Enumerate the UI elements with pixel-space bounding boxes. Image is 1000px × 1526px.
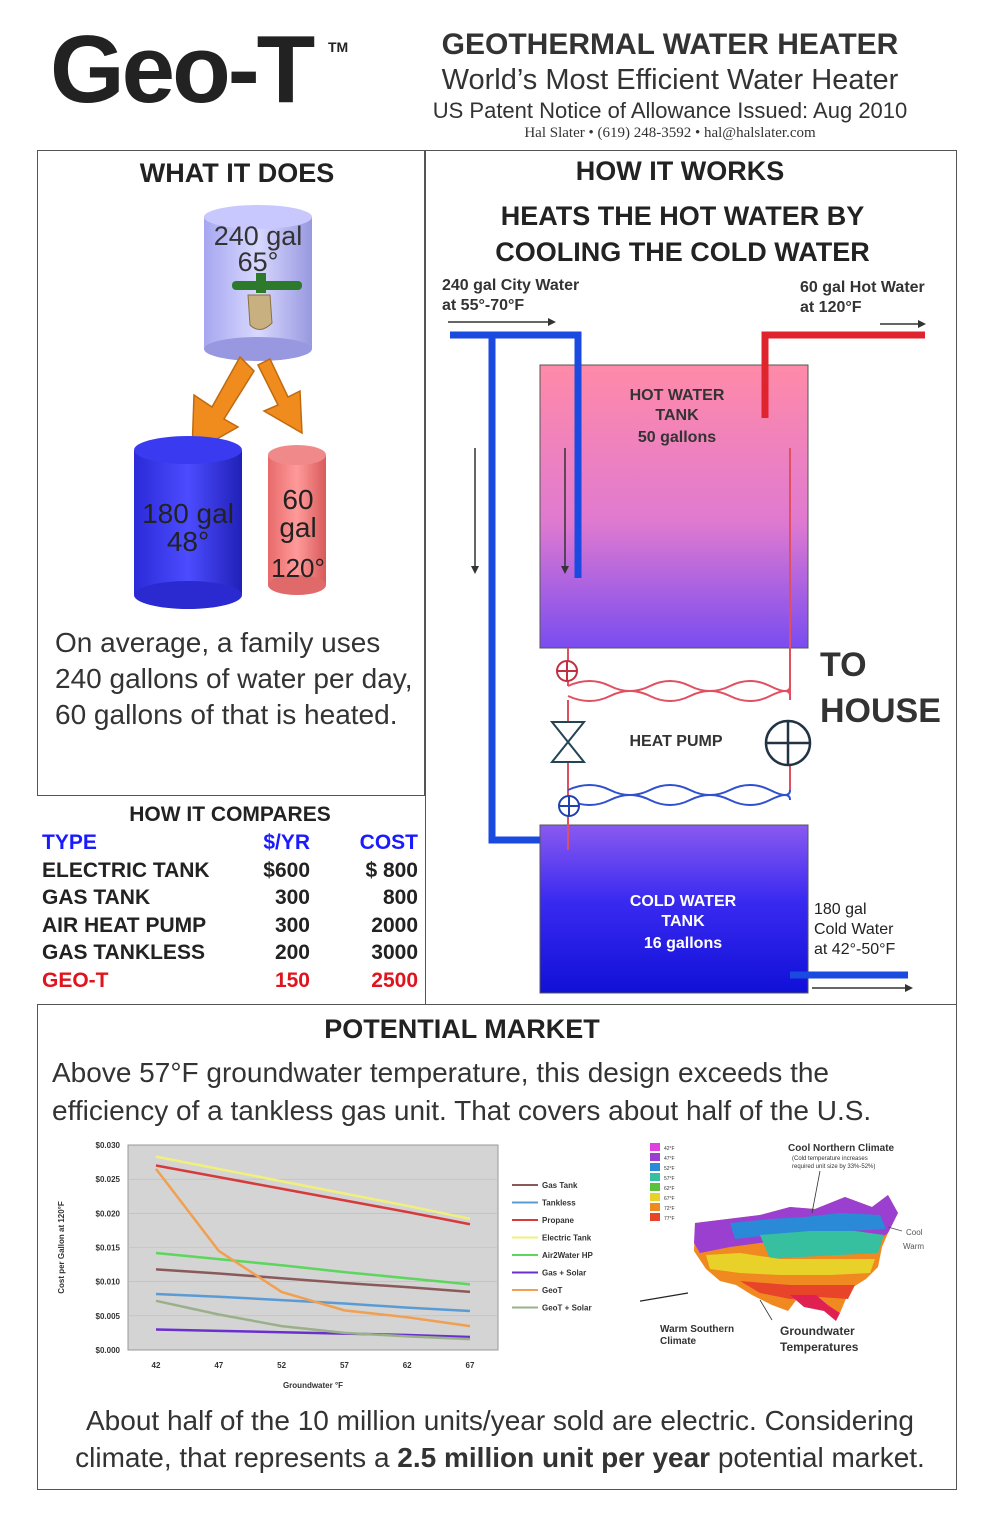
compare-header-row: [42, 831, 422, 859]
compare-cell-cost: 2000: [371, 913, 418, 937]
compare-cell-yr: $600: [263, 858, 310, 882]
legend-color-swatch: [650, 1183, 660, 1191]
logo: Geo-T TM: [50, 16, 349, 123]
market-size-highlight: 2.5 million unit per year: [397, 1442, 711, 1473]
warm-label: Warm: [903, 1242, 925, 1251]
trademark: TM: [328, 39, 349, 55]
legend-label: Air2Water HP: [542, 1251, 593, 1260]
gw-label-2: Temperatures: [780, 1340, 859, 1354]
bottom-text: About half of the 10 million units/year sold are electric. Considering climate, that represents a 2.5 million unit per year potential market.: [75, 1405, 925, 1473]
valve-icon: [552, 722, 584, 762]
compare-cell-cost: 3000: [371, 941, 418, 964]
compare-cell-yr: 200: [274, 941, 310, 964]
map-legend: [650, 1143, 675, 1222]
legend-temp-label: 72°F: [664, 1206, 675, 1212]
y-tick-label: $0.015: [95, 1243, 120, 1253]
to-house-label-2: HOUSE: [820, 692, 941, 730]
compare-cell-type: GAS TANK: [42, 886, 151, 909]
warm-south-2: Climate: [660, 1336, 697, 1347]
compare-title: HOW IT COMPARES: [129, 803, 331, 826]
x-tick-label: 67: [465, 1361, 475, 1370]
cool-label: Cool: [906, 1228, 923, 1237]
cold-tank-label-2: 48°: [166, 526, 210, 557]
legend-temp-label: 47°F: [664, 1156, 675, 1162]
legend-label: Gas + Solar: [542, 1268, 587, 1278]
hot-water-out-label-2: at 120°F: [800, 299, 862, 316]
x-tick-label: 57: [339, 1361, 349, 1370]
legend-temp-label: 67°F: [664, 1196, 675, 1202]
cold-tank-title-2: TANK: [661, 913, 705, 930]
legend-label: GeoT + Solar: [542, 1303, 592, 1313]
cold-tank-title-3: 16 gallons: [643, 935, 723, 952]
legend-label: Gas Tank: [542, 1181, 578, 1190]
compressor-icon: [766, 721, 810, 765]
cost-chart: [50, 1135, 640, 1395]
hot-tank-title-2: TANK: [655, 407, 699, 424]
city-water-label-2: at 55°-70°F: [442, 297, 525, 314]
legend-temp-label: 77°F: [664, 1216, 675, 1222]
how-it-works-title: HOW IT WORKS: [575, 156, 785, 186]
cool-climate-note-1: (Cold temperature increases: [792, 1156, 868, 1162]
x-tick-label: 62: [402, 1361, 412, 1370]
legend-label: Tankless: [542, 1198, 576, 1208]
compare-cell-cost: 2500: [371, 968, 418, 992]
city-water-label-1: 240 gal City Water: [442, 277, 580, 294]
legend-temp-label: 52°F: [664, 1166, 675, 1172]
hot-tank-title-3: 50 gallons: [637, 429, 717, 446]
compare-cell-type: GAS TANKLESS: [42, 941, 205, 964]
y-tick-label: $0.005: [95, 1311, 120, 1321]
compare-row: [42, 859, 422, 887]
cool-climate-title: Cool Northern Climate: [788, 1143, 895, 1154]
compare-cell-type: TYPE: [42, 831, 97, 854]
gw-label-1: Groundwater: [780, 1324, 855, 1338]
cold-tank-title-1: COLD WATER: [629, 893, 737, 910]
compare-cell-cost: 800: [382, 886, 418, 909]
compare-row: [42, 941, 422, 969]
cool-climate-note-2: required unit size by 33%-52%): [792, 1164, 876, 1170]
legend-temp-label: 42°F: [664, 1146, 675, 1152]
compare-row: [42, 969, 422, 997]
legend-color-swatch: [650, 1143, 660, 1151]
legend-color-swatch: [650, 1163, 660, 1171]
compare-cell-yr: 300: [274, 886, 310, 909]
header-subtitle: World’s Most Efficient Water Heater: [441, 64, 899, 96]
y-axis-label: Cost per Gallon at 120°F: [57, 1201, 66, 1294]
legend-color-swatch: [650, 1173, 660, 1181]
legend-label: Electric Tank: [542, 1233, 592, 1243]
y-tick-label: $0.010: [95, 1277, 120, 1287]
family-usage-text: On average, a family uses 240 gallons of water per day, 60 gallons of that is heated.: [55, 627, 413, 730]
compare-cell-type: ELECTRIC TANK: [42, 858, 210, 882]
tanks-illustration: [120, 205, 350, 615]
compare-cell-type: AIR HEAT PUMP: [42, 913, 207, 937]
header-contact: Hal Slater • (619) 248-3592 • hal@halslater.com: [524, 125, 816, 141]
header-title: GEOTHERMAL WATER HEATER: [441, 28, 899, 61]
us-map-shape: [694, 1195, 898, 1321]
groundwater-map: [640, 1135, 940, 1365]
y-tick-label: $0.000: [95, 1346, 120, 1355]
legend-color-swatch: [650, 1153, 660, 1161]
market-text: Above 57°F groundwater temperature, this design exceeds the efficiency of a tankless gas unit. That covers about half of the U.S.: [52, 1057, 872, 1126]
top-tank-label-1: 240 gal: [213, 221, 303, 251]
market-title: POTENTIAL MARKET: [324, 1014, 600, 1044]
how-it-works-diagram: [426, 270, 956, 1004]
hot-tank-label-3: 120°: [271, 553, 325, 583]
cold-tank-label-1: 180 gal: [142, 498, 234, 529]
compare-cell-yr: $/YR: [263, 831, 310, 854]
legend-color-swatch: [650, 1193, 660, 1201]
x-tick-label: 42: [151, 1361, 161, 1370]
x-tick-label: 52: [277, 1361, 287, 1370]
hot-tank-label-2: gal: [279, 512, 317, 543]
compare-cell-yr: 150: [274, 968, 310, 992]
compare-cell-cost: COST: [359, 831, 418, 854]
y-tick-label: $0.025: [95, 1175, 120, 1185]
warm-south-1: Warm Southern: [660, 1324, 735, 1335]
top-pump-icon: [557, 661, 577, 681]
cold-out-label-1: 180 gal: [814, 901, 867, 918]
y-tick-label: $0.020: [95, 1209, 120, 1219]
legend-color-swatch: [650, 1213, 660, 1221]
bottom-pump-icon: [559, 796, 579, 816]
how-it-works-headline-2: COOLING THE COLD WATER: [495, 237, 870, 267]
y-tick-label: $0.030: [95, 1141, 120, 1150]
compare-cell-yr: 300: [274, 913, 310, 937]
hot-tank-label-1: 60: [282, 484, 314, 515]
legend-temp-label: 62°F: [664, 1186, 675, 1192]
legend-temp-label: 57°F: [664, 1176, 675, 1182]
legend-label: GeoT: [542, 1286, 563, 1295]
cold-out-label-2: Cold Water: [814, 921, 894, 938]
x-tick-label: 47: [214, 1361, 224, 1370]
x-axis-label: Groundwater °F: [282, 1381, 344, 1390]
header-patent: US Patent Notice of Allowance Issued: Aug 2010: [432, 98, 908, 123]
compare-row: [42, 886, 422, 914]
what-it-does-title: WHAT IT DOES: [139, 158, 335, 188]
hot-tank-title-1: HOT WATER: [629, 387, 725, 404]
compare-cell-type: GEO-T: [42, 968, 109, 992]
hot-water-out-label-1: 60 gal Hot Water: [800, 279, 925, 296]
legend-color-swatch: [650, 1203, 660, 1211]
cold-out-label-3: at 42°-50°F: [814, 941, 896, 958]
how-it-works-headline-1: HEATS THE HOT WATER BY: [500, 201, 865, 231]
compare-cell-cost: $ 800: [365, 858, 418, 882]
heat-pump-label: HEAT PUMP: [629, 733, 723, 750]
legend-label: Propane: [542, 1216, 575, 1225]
compare-row: [42, 914, 422, 942]
top-tank-label-2: 65°: [237, 247, 279, 277]
to-house-label-1: TO: [820, 646, 867, 684]
cold-supply-pipe: [492, 335, 540, 840]
